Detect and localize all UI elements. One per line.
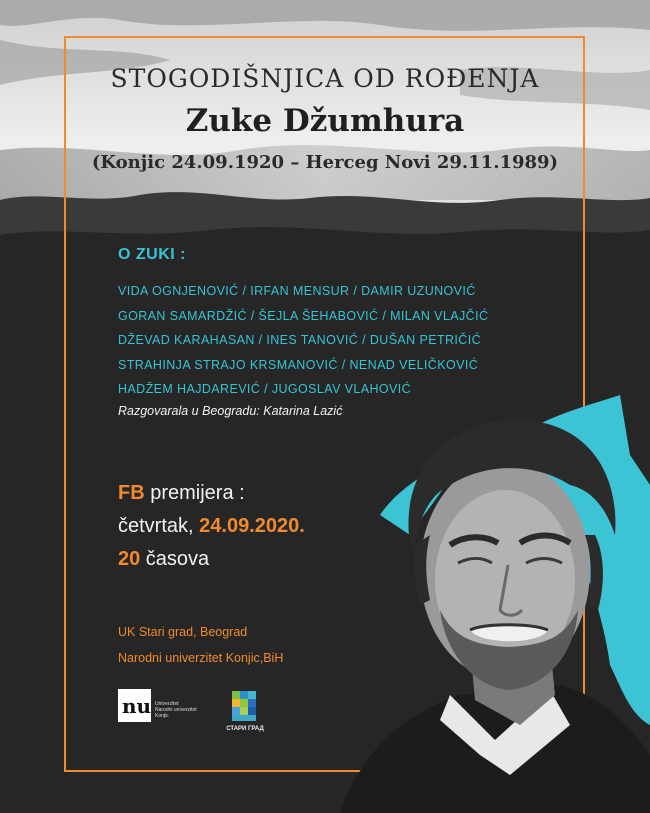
premiere-line xyxy=(118,477,305,510)
venue-line: Narodni univerzitet Konjic,BiH xyxy=(118,651,284,665)
nu-logo-text: Univerzitet Narodni univerzitet Konjic xyxy=(155,701,197,719)
premiere-date: 24.09.2020. xyxy=(199,515,305,537)
participants-list xyxy=(118,282,488,405)
title-dates: (Konjic 24.09.1920 – Herceg Novi 29.11.1989) xyxy=(91,152,559,173)
participants-line: GORAN SAMARDŽIĆ / ŠEJLA ŠEHABOVIĆ / MILAN VLAJČIĆ xyxy=(118,308,489,323)
premiere-time-line xyxy=(118,543,305,576)
portrait-photo xyxy=(320,395,650,813)
about-heading: O ZUKI : xyxy=(118,246,186,263)
premiere-hour: 20 xyxy=(118,548,141,570)
venue-line: UK Stari grad, Beograd xyxy=(118,625,248,639)
title-anniversary: STOGODIŠNJICA OD ROĐENJA xyxy=(110,64,540,93)
venues xyxy=(118,619,283,671)
premiere-label: premijera : xyxy=(144,482,245,504)
title-name: Zuke Džumhura xyxy=(185,103,465,139)
interviewer-credit: Razgovarala u Beogradu: Katarina Lazić xyxy=(118,404,343,418)
participants-line: VIDA OGNJENOVIĆ / IRFAN MENSUR / DAMIR UZUNOVIĆ xyxy=(118,284,476,298)
premiere-day: četvrtak, xyxy=(118,515,200,537)
participants-line: HADŽEM HAJDAREVIĆ / JUGOSLAV VLAHOVIĆ xyxy=(118,382,412,396)
stari-grad-logo xyxy=(226,689,266,739)
fb-label: FB xyxy=(118,482,145,504)
svg-text:nu: nu xyxy=(122,694,151,718)
premiere-date-line xyxy=(118,510,305,543)
premiere-hour-label: časova xyxy=(140,548,210,570)
participants-line: STRAHINJA STRAJO KRSMANOVIĆ / NENAD VELIČKOVIĆ xyxy=(118,357,479,372)
stari-grad-logo-mark xyxy=(226,689,266,725)
nu-logo-mark xyxy=(118,689,151,722)
premiere-info xyxy=(118,477,305,576)
participants-line: DŽEVAD KARAHASAN / INES TANOVIĆ / DUŠAN PETRIČIĆ xyxy=(118,333,482,347)
stari-grad-logo-text: СТАРИ ГРАД xyxy=(226,726,264,732)
narodni-univerzitet-logo xyxy=(118,689,212,729)
